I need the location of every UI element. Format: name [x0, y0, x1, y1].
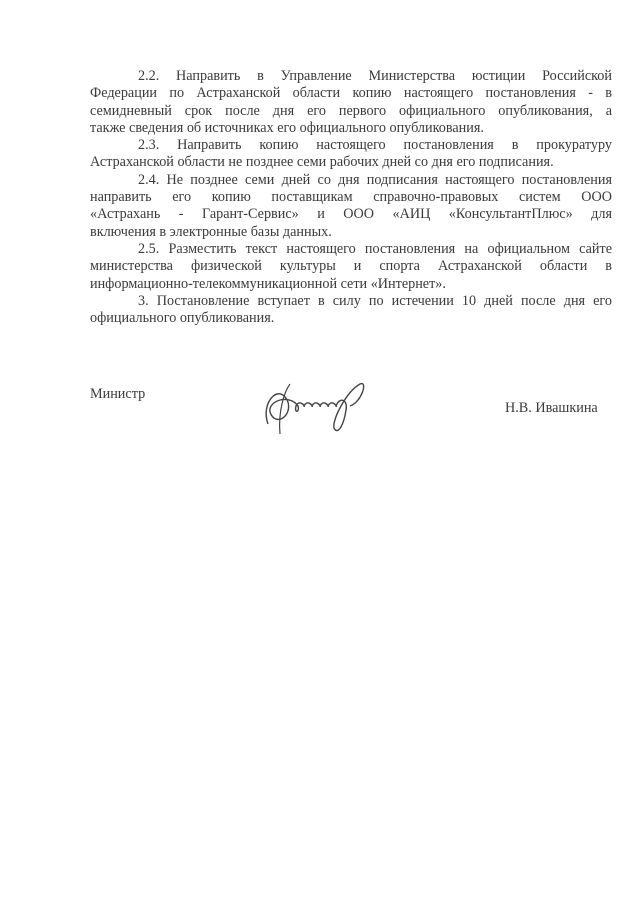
signatory-position: Министр — [90, 386, 146, 402]
text-line: Федерации по Астраханской области копию настоящего постановления - в — [90, 85, 612, 102]
text-line: включения в электронные базы данных. — [90, 223, 332, 240]
paragraph — [90, 68, 612, 137]
text-line: семидневный срок после дня его первого официального опубликования, а — [90, 102, 612, 119]
document-body — [90, 68, 612, 327]
text-line: 2.5. Разместить текст настоящего постановления на официальном сайте — [138, 240, 612, 257]
handwritten-signature — [250, 372, 380, 442]
text-line: Астраханской области не позднее семи рабочих дней со дня его подписания. — [90, 154, 554, 171]
text-line: официального опубликования. — [90, 310, 275, 327]
text-line: 3. Постановление вступает в силу по истечении 10 дней после дня его — [138, 292, 612, 309]
text-line: также сведения об источниках его официального опубликования. — [90, 119, 484, 136]
text-line: 2.4. Не позднее семи дней со дня подписания настоящего постановления — [138, 171, 612, 188]
text-line: министерства физической культуры и спорта Астраханской области в — [90, 258, 612, 275]
signatory-name: Н.В. Ивашкина — [505, 400, 598, 416]
paragraph — [90, 241, 612, 293]
text-line: информационно-телекоммуникационной сети «Интернет». — [90, 275, 446, 292]
paragraph — [90, 137, 612, 172]
text-line: направить его копию поставщикам справочно-правовых систем ООО — [90, 189, 612, 206]
text-line: 2.3. Направить копию настоящего постановления в прокуратуру — [138, 137, 612, 154]
text-line: 2.2. Направить в Управление Министерства юстиции Российской — [138, 68, 612, 84]
paragraph — [90, 172, 612, 241]
paragraph — [90, 293, 612, 328]
text-line: «Астрахань - Гарант-Сервис» и ООО «АИЦ «КонсультантПлюс» для — [90, 206, 612, 223]
